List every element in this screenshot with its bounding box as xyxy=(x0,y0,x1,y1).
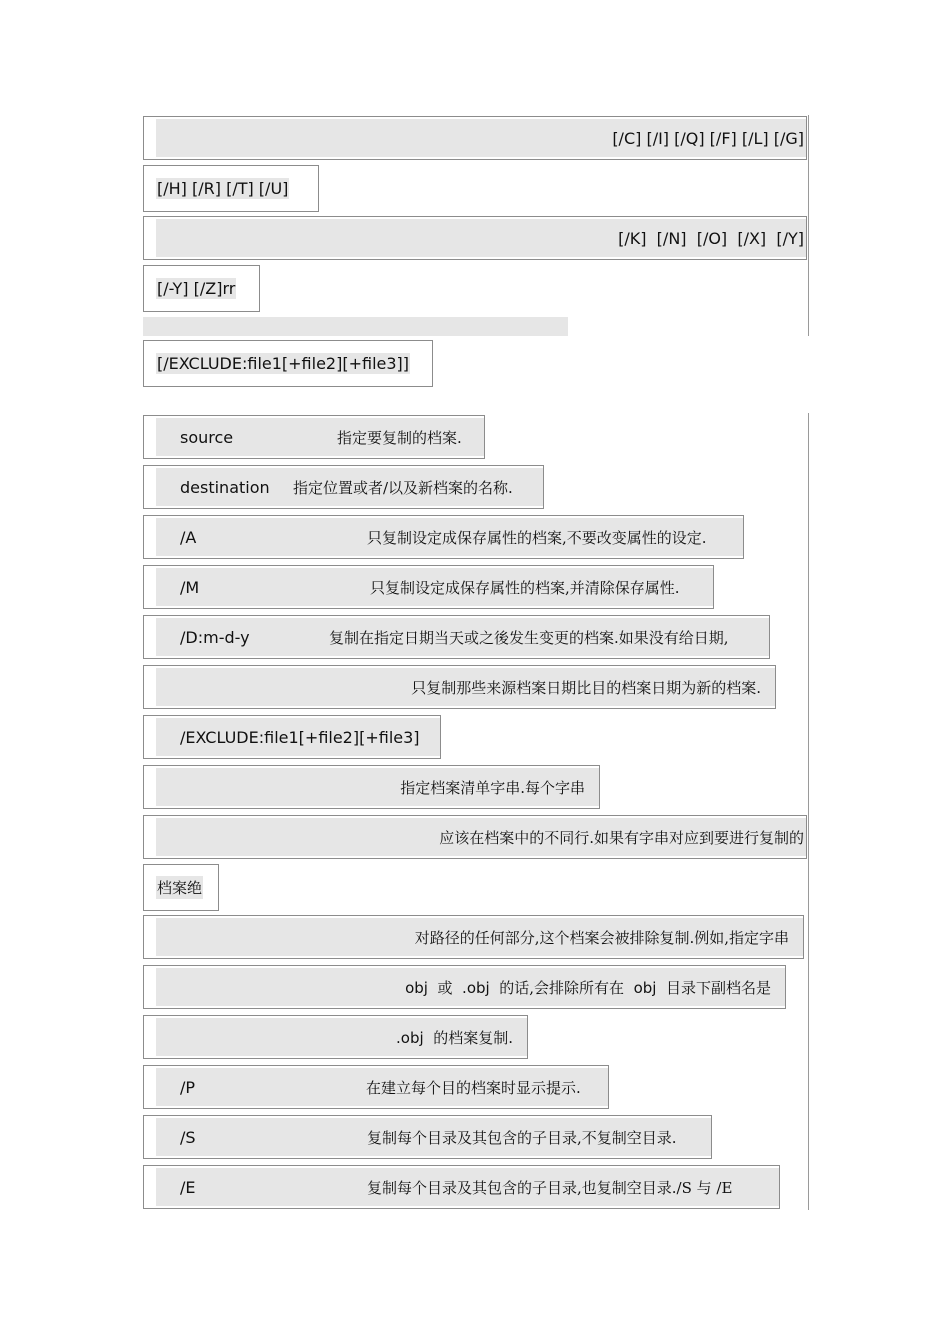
exclude-desc-6: .obj 的档案复制. xyxy=(143,1015,528,1059)
exclude-desc-3: 档案绝 xyxy=(143,864,219,911)
syntax-line-5: [/EXCLUDE:file1[+file2][+file3]] xyxy=(143,340,433,387)
syntax-line-4: [/-Y] [/Z]rr xyxy=(143,265,260,312)
option-a: /A 只复制设定成保存属性的档案,不要改变属性的设定. xyxy=(143,515,744,559)
option-d: /D:m-d-y 复制在指定日期当天或之後发生变更的档案.如果没有给日期, xyxy=(143,615,770,659)
separator-bar xyxy=(143,317,568,336)
exclude-desc-2: 应该在档案中的不同行.如果有字串对应到要进行复制的 xyxy=(143,815,807,859)
right-border-bottom xyxy=(808,413,809,1210)
exclude-desc-4: 对路径的任何部分,这个档案会被排除复制.例如,指定字串 xyxy=(143,915,804,959)
right-border-top xyxy=(808,115,809,336)
syntax-line-3: [/K] [/N] [/O] [/X] [/Y] xyxy=(143,216,807,260)
exclude-desc-5: obj 或 .obj 的话,会排除所有在 obj 目录下副档名是 xyxy=(143,965,786,1009)
option-p: /P 在建立每个目的档案时显示提示. xyxy=(143,1065,609,1109)
syntax-line-1: [/C] [/I] [/Q] [/F] [/L] [/G] xyxy=(143,116,807,160)
option-s: /S 复制每个目录及其包含的子目录,不复制空目录. xyxy=(143,1115,712,1159)
option-destination: destination 指定位置或者/以及新档案的名称. xyxy=(143,465,544,509)
option-exclude: /EXCLUDE:file1[+file2][+file3] xyxy=(143,715,441,759)
option-m: /M 只复制设定成保存属性的档案,并清除保存属性. xyxy=(143,565,714,609)
exclude-desc-1: 指定档案清单字串.每个字串 xyxy=(143,765,600,809)
option-e: /E 复制每个目录及其包含的子目录,也复制空目录./S 与 /E xyxy=(143,1165,780,1209)
syntax-line-2: [/H] [/R] [/T] [/U] xyxy=(143,165,319,212)
option-source: source 指定要复制的档案. xyxy=(143,415,485,459)
option-d-cont: 只复制那些来源档案日期比目的档案日期为新的档案. xyxy=(143,665,776,709)
